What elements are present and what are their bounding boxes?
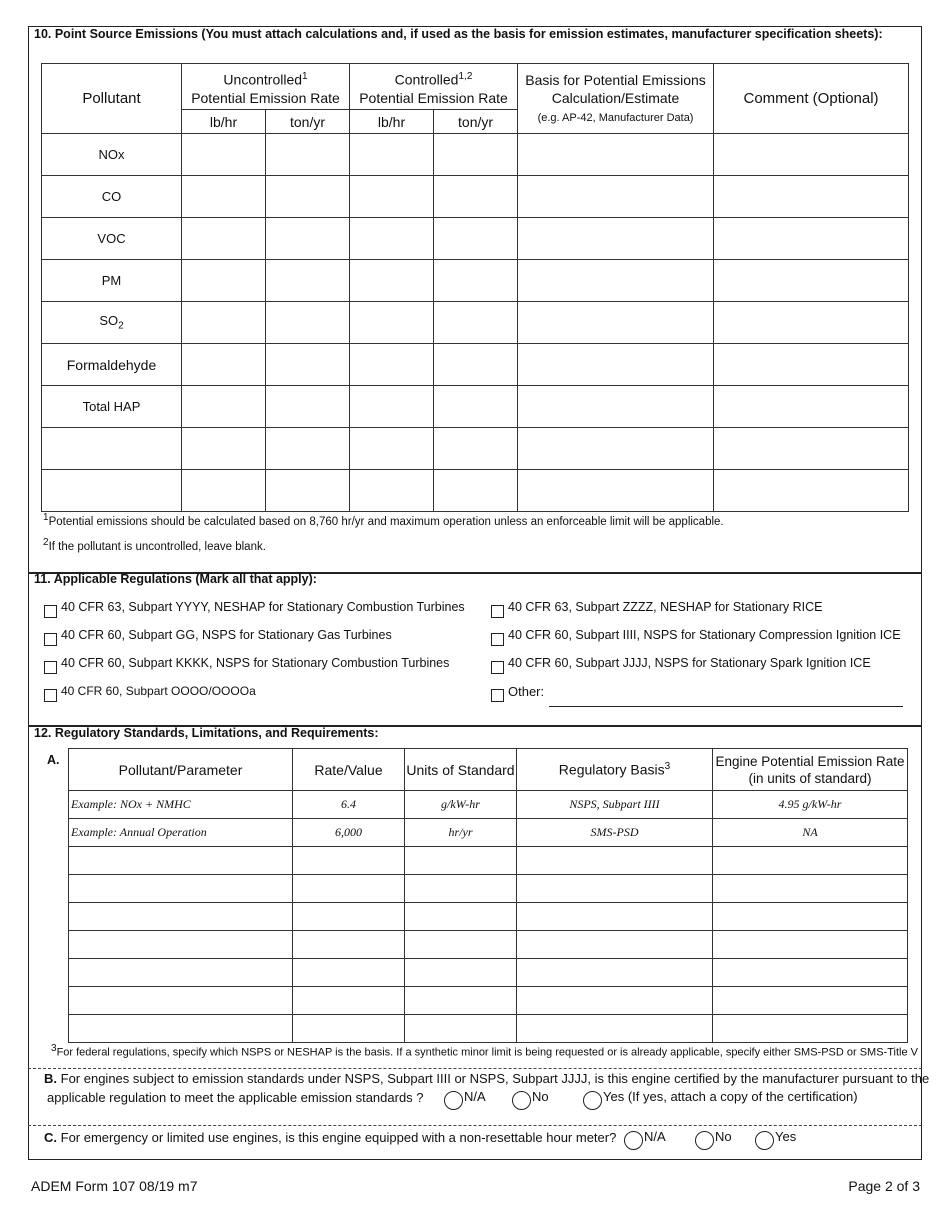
cell[interactable] xyxy=(293,847,405,875)
table-row xyxy=(42,470,909,512)
cell[interactable] xyxy=(266,176,350,218)
con-lbhr-header: lb/hr xyxy=(350,110,434,134)
table-row xyxy=(42,344,909,386)
table-row xyxy=(42,134,909,176)
cell[interactable] xyxy=(434,134,518,176)
cell[interactable] xyxy=(182,344,266,386)
cell[interactable] xyxy=(182,218,266,260)
cell[interactable] xyxy=(350,218,434,260)
cell[interactable] xyxy=(266,344,350,386)
table-row xyxy=(69,903,908,931)
subsection-a-label: A. xyxy=(47,753,60,767)
cell[interactable] xyxy=(434,386,518,428)
section-11-title: 11. Applicable Regulations (Mark all that apply): xyxy=(34,572,317,586)
cell[interactable] xyxy=(182,134,266,176)
cell[interactable] xyxy=(714,302,909,344)
cell[interactable] xyxy=(182,302,266,344)
table-row xyxy=(69,931,908,959)
cell[interactable] xyxy=(293,903,405,931)
cell[interactable] xyxy=(69,959,293,987)
cell[interactable] xyxy=(293,987,405,1015)
cell[interactable] xyxy=(518,470,714,512)
reg-option-oooo[interactable]: 40 CFR 60, Subpart OOOO/OOOOa xyxy=(44,684,256,698)
reg-option-gg[interactable]: 40 CFR 60, Subpart GG, NSPS for Stationary Gas Turbines xyxy=(44,628,392,642)
units-header: Units of Standard xyxy=(405,749,517,791)
cell[interactable] xyxy=(714,218,909,260)
checkbox[interactable] xyxy=(491,689,504,702)
page-number: Page 2 of 3 xyxy=(848,1178,920,1194)
cell[interactable] xyxy=(266,218,350,260)
cell[interactable] xyxy=(42,428,182,470)
cell[interactable] xyxy=(434,260,518,302)
section-10-title: 10. Point Source Emissions (You must attach calculations and, if used as the basis for emission estimates, manufacturer specification sheets): xyxy=(34,27,883,41)
reg-option-jjjj[interactable]: 40 CFR 60, Subpart JJJJ, NSPS for Stationary Spark Ignition ICE xyxy=(491,656,871,670)
b-option-na[interactable]: N/A xyxy=(444,1088,486,1107)
example-param: Example: Annual Operation xyxy=(69,819,293,847)
table-row xyxy=(42,260,909,302)
cell[interactable] xyxy=(434,344,518,386)
cell[interactable] xyxy=(517,847,713,875)
cell[interactable] xyxy=(517,959,713,987)
cell[interactable] xyxy=(518,260,714,302)
regulatory-standards-table xyxy=(68,748,908,1043)
cell[interactable] xyxy=(350,386,434,428)
radio-button[interactable] xyxy=(512,1091,531,1110)
cell[interactable] xyxy=(266,428,350,470)
example-rate: 6,000 xyxy=(293,819,405,847)
cell[interactable] xyxy=(266,302,350,344)
checkbox[interactable] xyxy=(44,605,57,618)
cell[interactable] xyxy=(42,470,182,512)
cell[interactable] xyxy=(518,218,714,260)
c-option-no[interactable]: No xyxy=(695,1128,732,1147)
pollutant-label: NOx xyxy=(42,134,182,176)
cell[interactable] xyxy=(350,428,434,470)
checkbox[interactable] xyxy=(44,689,57,702)
cell[interactable] xyxy=(293,931,405,959)
cell[interactable] xyxy=(714,428,909,470)
cell[interactable] xyxy=(434,176,518,218)
cell[interactable] xyxy=(182,386,266,428)
table-row xyxy=(42,428,909,470)
table-row xyxy=(42,302,909,344)
cell[interactable] xyxy=(405,1015,517,1043)
pollutant-label: VOC xyxy=(42,218,182,260)
rate-header: Rate/Value xyxy=(293,749,405,791)
reg-option-kkkk[interactable]: 40 CFR 60, Subpart KKKK, NSPS for Stationary Combustion Turbines xyxy=(44,656,449,670)
cell[interactable] xyxy=(517,931,713,959)
cell[interactable] xyxy=(405,903,517,931)
example-engine: 4.95 g/kW-hr xyxy=(713,791,908,819)
cell[interactable] xyxy=(69,903,293,931)
cell[interactable] xyxy=(713,903,908,931)
cell[interactable] xyxy=(69,1015,293,1043)
cell[interactable] xyxy=(518,176,714,218)
form-number: ADEM Form 107 08/19 m7 xyxy=(31,1178,198,1194)
checkbox[interactable] xyxy=(491,605,504,618)
b-option-no[interactable]: No xyxy=(512,1088,549,1107)
example-engine: NA xyxy=(713,819,908,847)
reg-option-yyyy[interactable]: 40 CFR 63, Subpart YYYY, NESHAP for Stationary Combustion Turbines xyxy=(44,600,465,614)
comment-header: Comment (Optional) xyxy=(714,64,909,134)
cell[interactable] xyxy=(350,176,434,218)
dashed-divider xyxy=(28,1125,922,1126)
cell[interactable] xyxy=(266,470,350,512)
section-12-title: 12. Regulatory Standards, Limitations, and Requirements: xyxy=(34,726,379,740)
cell[interactable] xyxy=(434,428,518,470)
cell[interactable] xyxy=(405,875,517,903)
cell[interactable] xyxy=(714,176,909,218)
basis-header: Basis for Potential Emissions Calculation/Estimate (e.g. AP-42, Manufacturer Data) xyxy=(518,64,714,134)
reg-option-zzzz[interactable]: 40 CFR 63, Subpart ZZZZ, NESHAP for Stationary RICE xyxy=(491,600,822,614)
cell[interactable] xyxy=(182,428,266,470)
cell[interactable] xyxy=(714,260,909,302)
cell[interactable] xyxy=(713,1015,908,1043)
example-param: Example: NOx + NMHC xyxy=(69,791,293,819)
cell[interactable] xyxy=(405,959,517,987)
example-row xyxy=(69,819,908,847)
b-option-yes[interactable]: Yes (If yes, attach a copy of the certification) xyxy=(583,1088,858,1107)
cell[interactable] xyxy=(518,428,714,470)
cell[interactable] xyxy=(713,959,908,987)
con-tonyr-header: ton/yr xyxy=(434,110,518,134)
checkbox[interactable] xyxy=(44,661,57,674)
cell[interactable] xyxy=(713,875,908,903)
cell[interactable] xyxy=(517,987,713,1015)
cell[interactable] xyxy=(69,931,293,959)
cell[interactable] xyxy=(405,847,517,875)
cell[interactable] xyxy=(518,302,714,344)
cell[interactable] xyxy=(182,176,266,218)
unc-lbhr-header: lb/hr xyxy=(182,110,266,134)
table-row xyxy=(69,959,908,987)
footnote-3: $^3$For federal regulations, specify which NSPS or NESHAP is the basis. If a synthetic minor limit is being requested or is already applicable, specify either SMS-PSD or SMS-Title V xyxy=(51,1043,918,1059)
controlled-header: Controlled$^{1,2}$ Potential Emission Rate xyxy=(350,64,518,110)
cell[interactable] xyxy=(350,260,434,302)
cell[interactable] xyxy=(713,931,908,959)
example-basis: SMS-PSD xyxy=(517,819,713,847)
unc-tonyr-header: ton/yr xyxy=(266,110,350,134)
example-rate: 6.4 xyxy=(293,791,405,819)
c-option-yes[interactable]: Yes xyxy=(755,1128,796,1147)
pollutant-header: Pollutant xyxy=(42,64,182,134)
cell[interactable] xyxy=(69,875,293,903)
uncontrolled-header: Uncontrolled$^1$ Potential Emission Rate xyxy=(182,64,350,110)
cell[interactable] xyxy=(714,344,909,386)
table-row xyxy=(69,987,908,1015)
cell[interactable] xyxy=(266,386,350,428)
engine-rate-header: Engine Potential Emission Rate (in units of standard) xyxy=(713,749,908,791)
cell[interactable] xyxy=(518,386,714,428)
cell[interactable] xyxy=(517,903,713,931)
cell[interactable] xyxy=(182,470,266,512)
example-row xyxy=(69,791,908,819)
cell[interactable] xyxy=(405,987,517,1015)
pollutant-label: Total HAP xyxy=(42,386,182,428)
example-units: hr/yr xyxy=(405,819,517,847)
checkbox[interactable] xyxy=(491,661,504,674)
cell[interactable] xyxy=(350,470,434,512)
cell[interactable] xyxy=(714,134,909,176)
table-row xyxy=(69,847,908,875)
cell[interactable] xyxy=(434,302,518,344)
checkbox[interactable] xyxy=(44,633,57,646)
cell[interactable] xyxy=(517,1015,713,1043)
question-b-line1: B. For engines subject to emission standards under NSPS, Subpart IIII or NSPS, Subpart JJJJ, is this engine certified by the manufacturer pursuant to the xyxy=(44,1071,930,1086)
cell[interactable] xyxy=(434,218,518,260)
radio-button[interactable] xyxy=(755,1131,774,1150)
cell[interactable] xyxy=(518,134,714,176)
reg-option-iiii[interactable]: 40 CFR 60, Subpart IIII, NSPS for Stationary Compression Ignition ICE xyxy=(491,628,901,642)
table-row xyxy=(69,875,908,903)
cell[interactable] xyxy=(518,344,714,386)
table-row xyxy=(42,218,909,260)
param-header: Pollutant/Parameter xyxy=(69,749,293,791)
pollutant-label: Formaldehyde xyxy=(42,344,182,386)
checkbox[interactable] xyxy=(491,633,504,646)
reg-option-other[interactable]: Other: xyxy=(491,684,544,699)
pollutant-label: $SO_2$ xyxy=(42,302,182,344)
other-input-line[interactable] xyxy=(549,706,903,707)
question-b-line2: applicable regulation to meet the applicable emission standards ? xyxy=(47,1090,424,1105)
radio-button[interactable] xyxy=(444,1091,463,1110)
cell[interactable] xyxy=(405,931,517,959)
cell[interactable] xyxy=(293,959,405,987)
radio-button[interactable] xyxy=(583,1091,602,1110)
cell[interactable] xyxy=(350,134,434,176)
cell[interactable] xyxy=(350,302,434,344)
cell[interactable] xyxy=(69,847,293,875)
cell[interactable] xyxy=(714,386,909,428)
footnote-1: $^1$Potential emissions should be calculated based on 8,760 hr/yr and maximum operation unless an enforceable limit will be applicable. xyxy=(43,512,724,528)
cell[interactable] xyxy=(713,847,908,875)
cell[interactable] xyxy=(293,1015,405,1043)
cell[interactable] xyxy=(714,470,909,512)
question-c: C. For emergency or limited use engines, is this engine equipped with a non-resettable hour meter? xyxy=(44,1130,617,1145)
table-row xyxy=(42,386,909,428)
example-basis: NSPS, Subpart IIII xyxy=(517,791,713,819)
table-row xyxy=(69,1015,908,1043)
radio-button[interactable] xyxy=(624,1131,643,1150)
dashed-divider xyxy=(28,1068,922,1069)
c-option-na[interactable]: N/A xyxy=(624,1128,666,1147)
radio-button[interactable] xyxy=(695,1131,714,1150)
cell[interactable] xyxy=(434,470,518,512)
cell[interactable] xyxy=(182,260,266,302)
table-row xyxy=(42,176,909,218)
pollutant-label: PM xyxy=(42,260,182,302)
cell[interactable] xyxy=(69,987,293,1015)
pollutant-label: CO xyxy=(42,176,182,218)
cell[interactable] xyxy=(266,260,350,302)
cell[interactable] xyxy=(266,134,350,176)
cell[interactable] xyxy=(293,875,405,903)
cell[interactable] xyxy=(517,875,713,903)
basis-header: Regulatory Basis$^3$ xyxy=(517,749,713,791)
footnote-2: $^2$If the pollutant is uncontrolled, leave blank. xyxy=(43,537,266,553)
cell[interactable] xyxy=(350,344,434,386)
example-units: g/kW-hr xyxy=(405,791,517,819)
cell[interactable] xyxy=(713,987,908,1015)
emissions-table xyxy=(41,63,909,512)
